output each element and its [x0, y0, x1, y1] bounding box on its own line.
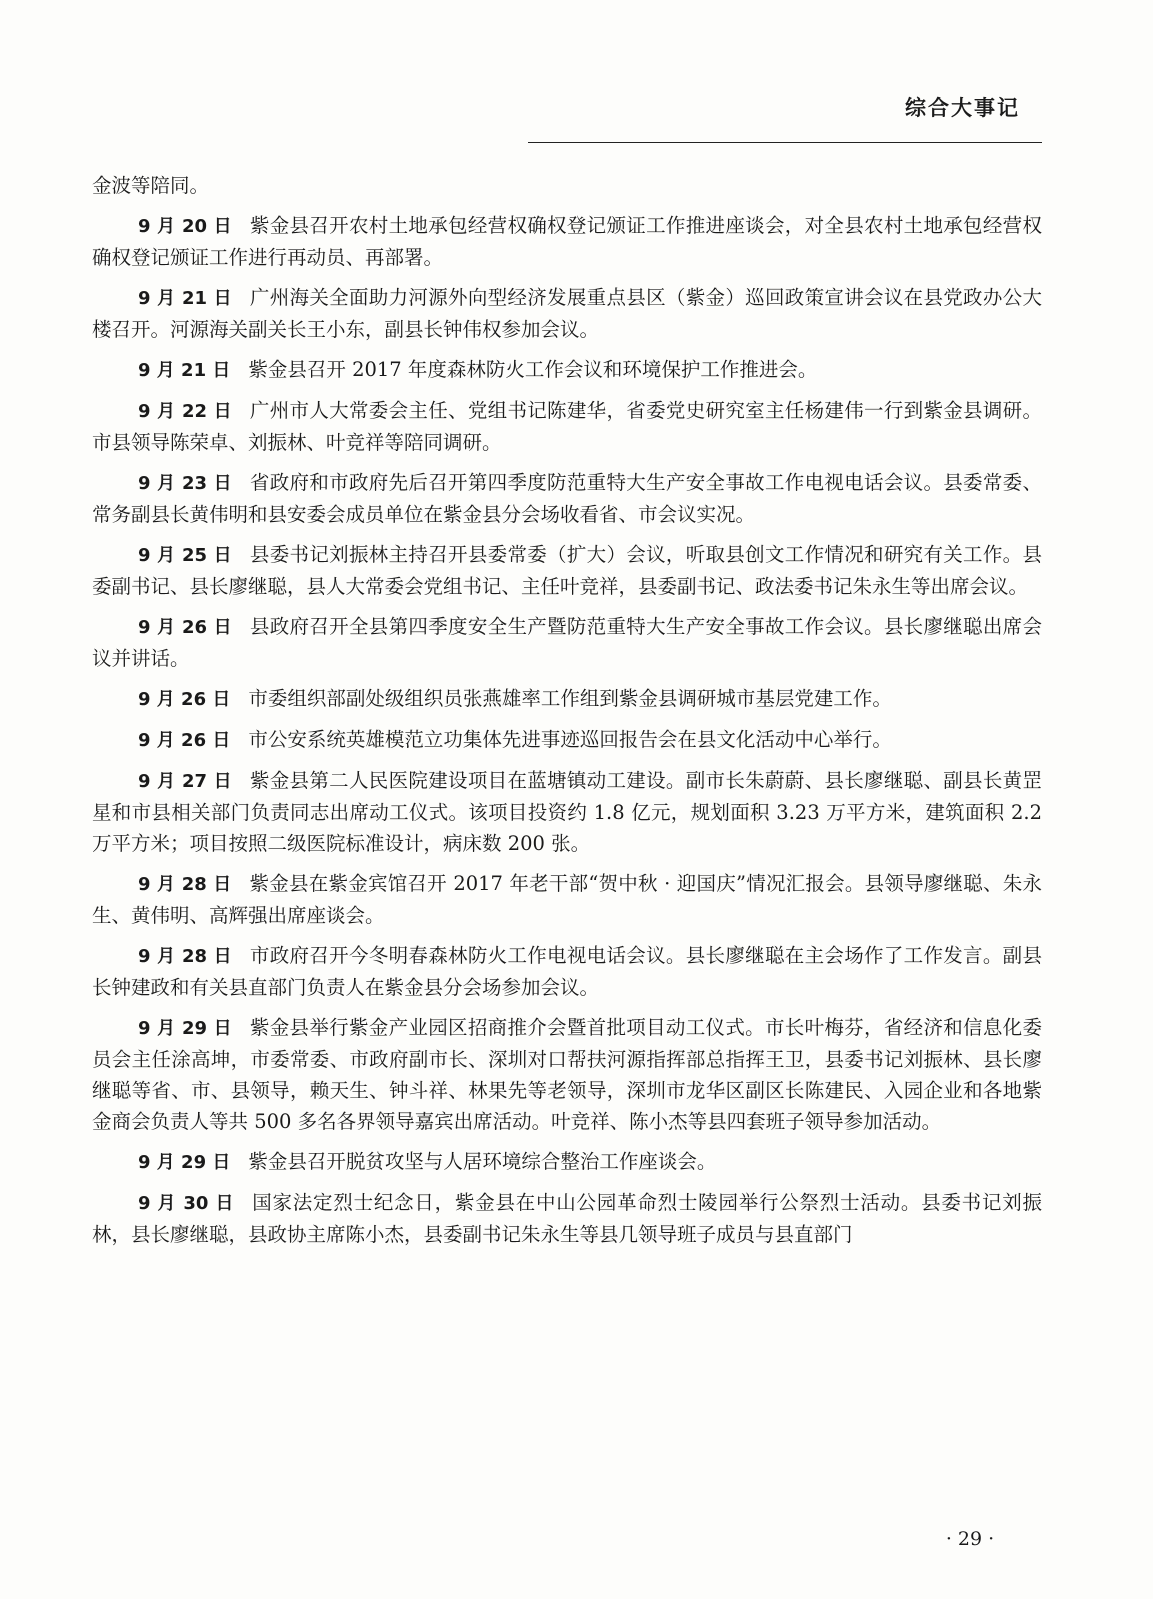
- event-entry: [92, 683, 1042, 715]
- event-text: 县委书记刘振林主持召开县委常委（扩大）会议，听取县创文工作情况和研究有关工作。县委副书记、县长廖继聪，县人大常委会党组书记、主任叶竞祥，县委副书记、政法委书记朱永生等出席会议。: [92, 543, 1042, 598]
- event-entry: [92, 467, 1042, 530]
- event-date: 9 月 30 日: [138, 1193, 235, 1214]
- event-entry: [92, 395, 1042, 458]
- event-text: 广州海关全面助力河源外向型经济发展重点县区（紫金）巡回政策宣讲会议在县党政办公大楼召开。河源海关副关长王小东，副县长钟伟权参加会议。: [92, 286, 1042, 341]
- event-date: 9 月 26 日: [138, 617, 232, 638]
- event-text: 紫金县举行紫金产业园区招商推介会暨首批项目动工仪式。市长叶梅芬，省经济和信息化委员会主任涂高坤，市委常委、市政府副市长、深圳对口帮扶河源指挥部总指挥王卫，县委书记刘振林、县长廖继聪等省、市、县领导，赖天生、钟斗祥、林果先等老领导，深圳市龙华区副区长陈建民、入园企业和各地紫金商会负责人等共 500 多名各界领导嘉宾出席活动。叶竞祥、陈小杰等县四套班子领导参加活动。: [92, 1016, 1042, 1133]
- event-date: 9 月 26 日: [138, 689, 231, 710]
- event-entry: [92, 611, 1042, 674]
- event-entry: [92, 868, 1042, 931]
- event-text: 国家法定烈士纪念日，紫金县在中山公园革命烈士陵园举行公祭烈士活动。县委书记刘振林，县长廖继聪，县政协主席陈小杰，县委副书记朱永生等县几领导班子成员与县直部门: [92, 1191, 1042, 1246]
- event-text: 市公安系统英雄模范立功集体先进事迹巡回报告会在县文化活动中心举行。: [248, 728, 892, 751]
- event-entry: [92, 1187, 1042, 1250]
- event-text: 紫金县召开农村土地承包经营权确权登记颁证工作推进座谈会，对全县农村土地承包经营权确权登记颁证工作进行再动员、再部署。: [92, 214, 1042, 269]
- continuation-paragraph: 金波等陪同。: [92, 174, 210, 197]
- event-entry: [92, 1146, 1042, 1178]
- page-number: · 29 ·: [945, 1528, 995, 1550]
- event-date: 9 月 29 日: [138, 1018, 232, 1039]
- event-entry: [92, 765, 1042, 859]
- event-text: 紫金县第二人民医院建设项目在蓝塘镇动工建设。副市长朱蔚蔚、县长廖继聪、副县长黄罡星和市县相关部门负责同志出席动工仪式。该项目投资约 1.8 亿元，规划面积 3.23 万平方米，建筑面积 2.2 万平方米；项目按照二级医院标准设计，病床数 200 张。: [92, 769, 1042, 855]
- event-date: 9 月 29 日: [138, 1152, 231, 1173]
- event-entry: [92, 724, 1042, 756]
- event-text: 广州市人大常委会主任、党组书记陈建华，省委党史研究室主任杨建伟一行到紫金县调研。市县领导陈荣卓、刘振林、叶竞祥等陪同调研。: [92, 399, 1042, 454]
- event-text: 县政府召开全县第四季度安全生产暨防范重特大生产安全事故工作会议。县长廖继聪出席会议并讲话。: [92, 615, 1042, 670]
- event-date: 9 月 28 日: [138, 874, 232, 895]
- event-text: 市委组织部副处级组织员张燕雄率工作组到紫金县调研城市基层党建工作。: [248, 687, 892, 710]
- event-entry: [92, 940, 1042, 1003]
- event-date: 9 月 28 日: [138, 946, 232, 967]
- event-date: 9 月 23 日: [138, 473, 232, 494]
- event-text: 紫金县召开脱贫攻坚与人居环境综合整治工作座谈会。: [248, 1150, 717, 1173]
- event-date: 9 月 21 日: [138, 360, 231, 381]
- chronicle-body: [92, 170, 1042, 1259]
- event-text: 省政府和市政府先后召开第四季度防范重特大生产安全事故工作电视电话会议。县委常委、常务副县长黄伟明和县安委会成员单位在紫金县分会场收看省、市会议实况。: [92, 471, 1042, 526]
- event-entry: [92, 354, 1042, 386]
- event-entry: [92, 210, 1042, 273]
- header-rule: [528, 142, 1042, 143]
- event-text: 市政府召开今冬明春森林防火工作电视电话会议。县长廖继聪在主会场作了工作发言。副县长钟建政和有关县直部门负责人在紫金县分会场参加会议。: [92, 944, 1042, 999]
- event-date: 9 月 27 日: [138, 771, 232, 792]
- event-date: 9 月 25 日: [138, 545, 232, 566]
- event-date: 9 月 20 日: [138, 216, 232, 237]
- event-date: 9 月 21 日: [138, 288, 232, 309]
- event-text: 紫金县召开 2017 年度森林防火工作会议和环境保护工作推进会。: [248, 358, 818, 381]
- section-title: 综合大事记: [905, 96, 1020, 120]
- event-entry: [92, 539, 1042, 602]
- entry-list: [92, 210, 1042, 1250]
- event-entry: [92, 282, 1042, 345]
- event-date: 9 月 22 日: [138, 401, 232, 422]
- event-text: 紫金县在紫金宾馆召开 2017 年老干部“贺中秋 · 迎国庆”情况汇报会。县领导廖继聪、朱永生、黄伟明、高辉强出席座谈会。: [92, 872, 1042, 927]
- running-header: [528, 92, 1042, 143]
- event-entry: [92, 1012, 1042, 1137]
- event-date: 9 月 26 日: [138, 730, 231, 751]
